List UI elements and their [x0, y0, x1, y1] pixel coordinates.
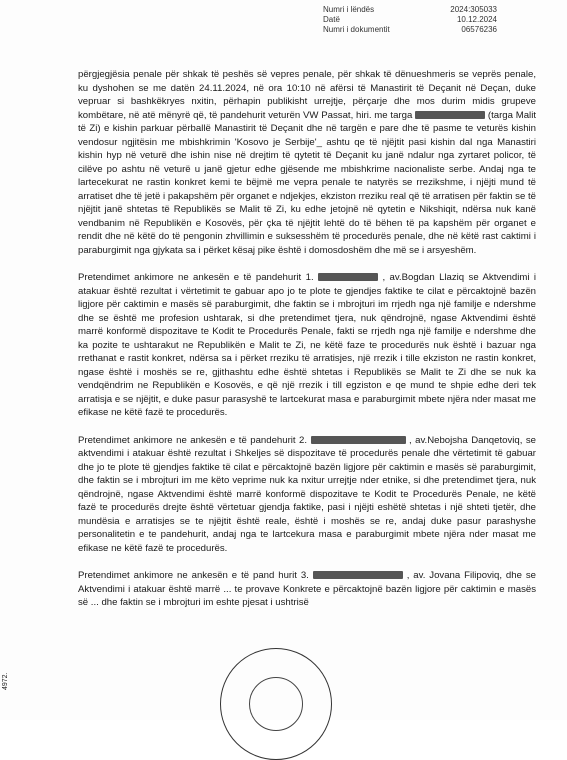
header-row-doc	[297, 25, 497, 35]
header-value: 06576236	[461, 25, 497, 34]
redaction-bar	[415, 111, 485, 119]
stamp-inner-ring	[249, 677, 303, 731]
paragraph-text: , av. Jovana Filipoviq, dhe se Aktvendimi i atakuar është marrë ... te provave Konkrete e përcaktojnë bazën ligjore për caktimin e masës së ... dhe faktin se i mbrojturi im eshte pjesat i ushtrisë	[78, 570, 536, 608]
court-stamp	[220, 648, 332, 760]
paragraph	[78, 271, 536, 420]
redaction-bar	[313, 571, 403, 579]
paragraph	[78, 68, 536, 257]
redaction-bar	[311, 436, 406, 444]
document-body	[78, 68, 536, 624]
paragraph-text: (targa Malit të Zi) e kishin parkuar përballë Manastirit të Deçanit dhe në targën e pare dhe të pasme te veturës kishin vendosur ngjitësin me mbishkrimin 'Kosovo je Serbije'_ ashtu qe të njëjtit pasi kishin dal nga Manastiri kishin hyp në veturë dhe ishin nise në drejtim të qytetit të Deçanit ku janë ndalur nga zyrtaret policor, të cilëve po ashtu në veturë u janë gjetur edhe gjësende me mbishkrime nacionaliste serbe. Andaj nga te lartecekurat ne rastin konkret kemi te bëjmë me vepra penale te natyrës se rrezikshme, i njëjti mund të arratiset dhe të jetë i pakapshëm për organet e ndjekjes, ekziston rreziku real që të arratisen për faktin se të njëjtit janë shtetas të Republikës se Malit të Zi, ku edhe jetojnë në qytetin e Nikshiqit, ndërsa nuk kanë vendbanim në Republikën e Kosovës, për çka të njëjtit lehtë do të bëhen të pa kapshëm për organet e rendit dhe në këtë do të pengonin zhvillimin e suksesshëm të procedurës penale, dhe në këtë rast caktimi i paraburgimit nga gjykata sa i përket kësaj pike është i domosdoshëm dhe më se i arsyeshëm.	[78, 109, 536, 256]
header-row-case	[297, 5, 497, 15]
header-label: Numri i dokumentit	[323, 25, 390, 34]
paragraph-text: Pretendimet ankimore ne ankesën e të pand hurit 3.	[78, 570, 309, 581]
paragraph	[78, 434, 536, 556]
paragraph	[78, 569, 536, 610]
header-label: Numri i lëndës	[323, 5, 375, 14]
header-label: Datë	[323, 15, 340, 24]
side-page-number: 4972.	[2, 672, 9, 690]
paragraph-text: përgjegjësia penale për shkak të peshës së vepres penale, për shkak të dënueshmeris se veprës penale, ku dyshohen se me datën 24.11.2024, në ora 10:10 në afërsi të Manastirit të Deçanit në Deçan, duke vepruar si bashkëkryes nxitin, përhapin publikisht urrejtje, përçarje dhe mos durim midis grupeve kombëtare, në atë mënyrë që, të pandehurit veturën VW Passat, hiri. me targa	[78, 69, 536, 121]
paragraph-text: Pretendimet ankimore ne ankesën e të pandehurit 2.	[78, 434, 308, 446]
redaction-bar	[318, 273, 378, 281]
paragraph-text: , av.Nebojsha Danqetoviq, se aktvendimi i atakuar është rezultat i Shkeljes së dispozitave të procedurës penale dhe vërtetimit të gabuar dhe jo te plote të gjendjes faktike të cilat e përcaktojnë bazën ligjore për caktimin e masës së paraburgimit, dhe faktin se i mbrojturi im me këto veprime nuk ka nxitur urrejtje nder etnike, si dhe pretendimet tjera, nuk qëndrojnë, ngase Aktvendimi është marrë konformë dispozitave te Kodit te Procedurës Penale, ne këtë fazë te procedurës drejte është vërtetuar gjendja faktike, pasi i njëjti eshëtë shtetas i një shteti tjetër, dhe mundësia e arratisjes se te njëjtit është reale, është i moshës se re, andaj duke pasur parashyshe personalitetin e te pandehurit, andaj nga te lartcekura masa e paraburgimit mbete njëra nder masat me efikase ne këtë fazë te procedurës.	[78, 434, 536, 554]
header-value: 10.12.2024	[456, 15, 497, 24]
header-row-date	[297, 15, 497, 25]
paragraph-text: , av.Bogdan Llaziq se Aktvendimi i atakuar është rezultat i vërtetimit te gabuar apo jo te plote te gjendjes faktike te cilat e përcaktojnë bazën ligjore për caktimin e masës së paraburgimit, dhe faktin se i mbrojturi im rrjedh nga një familje e ndershme dhe se është me profesion ushtarak, si dhe pretendimet tjera, nuk qëndrojnë, ngase Aktvendimi është marrë konformë dispozitave te Kodit te Procedurës Penale, fakti se rrjedh nga një familje e ndershme dhe ka pozite te ushtarakut ne Republikën e Malit te Zi, ne këtë faze te procedurës nuk është i bazuar nga rrethanat e rastit konkret, ndërsa sa i përket rreziku të arratisjes, një rrezik i tille ekziston ne rastin konkret, ngase është i moshës se re, gjithashtu edhe është shtetas i Republikës se Malit te Zi dhe se nuk ka vendqëndrim ne Republikën e Kosovës, e që një rrezik i till egziston e qe mund te shpie edhe deri tek arratisja e se njëjtit, e duke pasur parasyshë te lartcekurat masa e paraburgimit mbete njëra nder masat me efikase ne këtë fazë te procedurës.	[78, 272, 536, 418]
paragraph-text: Pretendimet ankimore ne ankesën e të pandehurit 1.	[78, 272, 314, 283]
header-value: 2024:305033	[450, 5, 497, 14]
document-header	[297, 5, 497, 35]
